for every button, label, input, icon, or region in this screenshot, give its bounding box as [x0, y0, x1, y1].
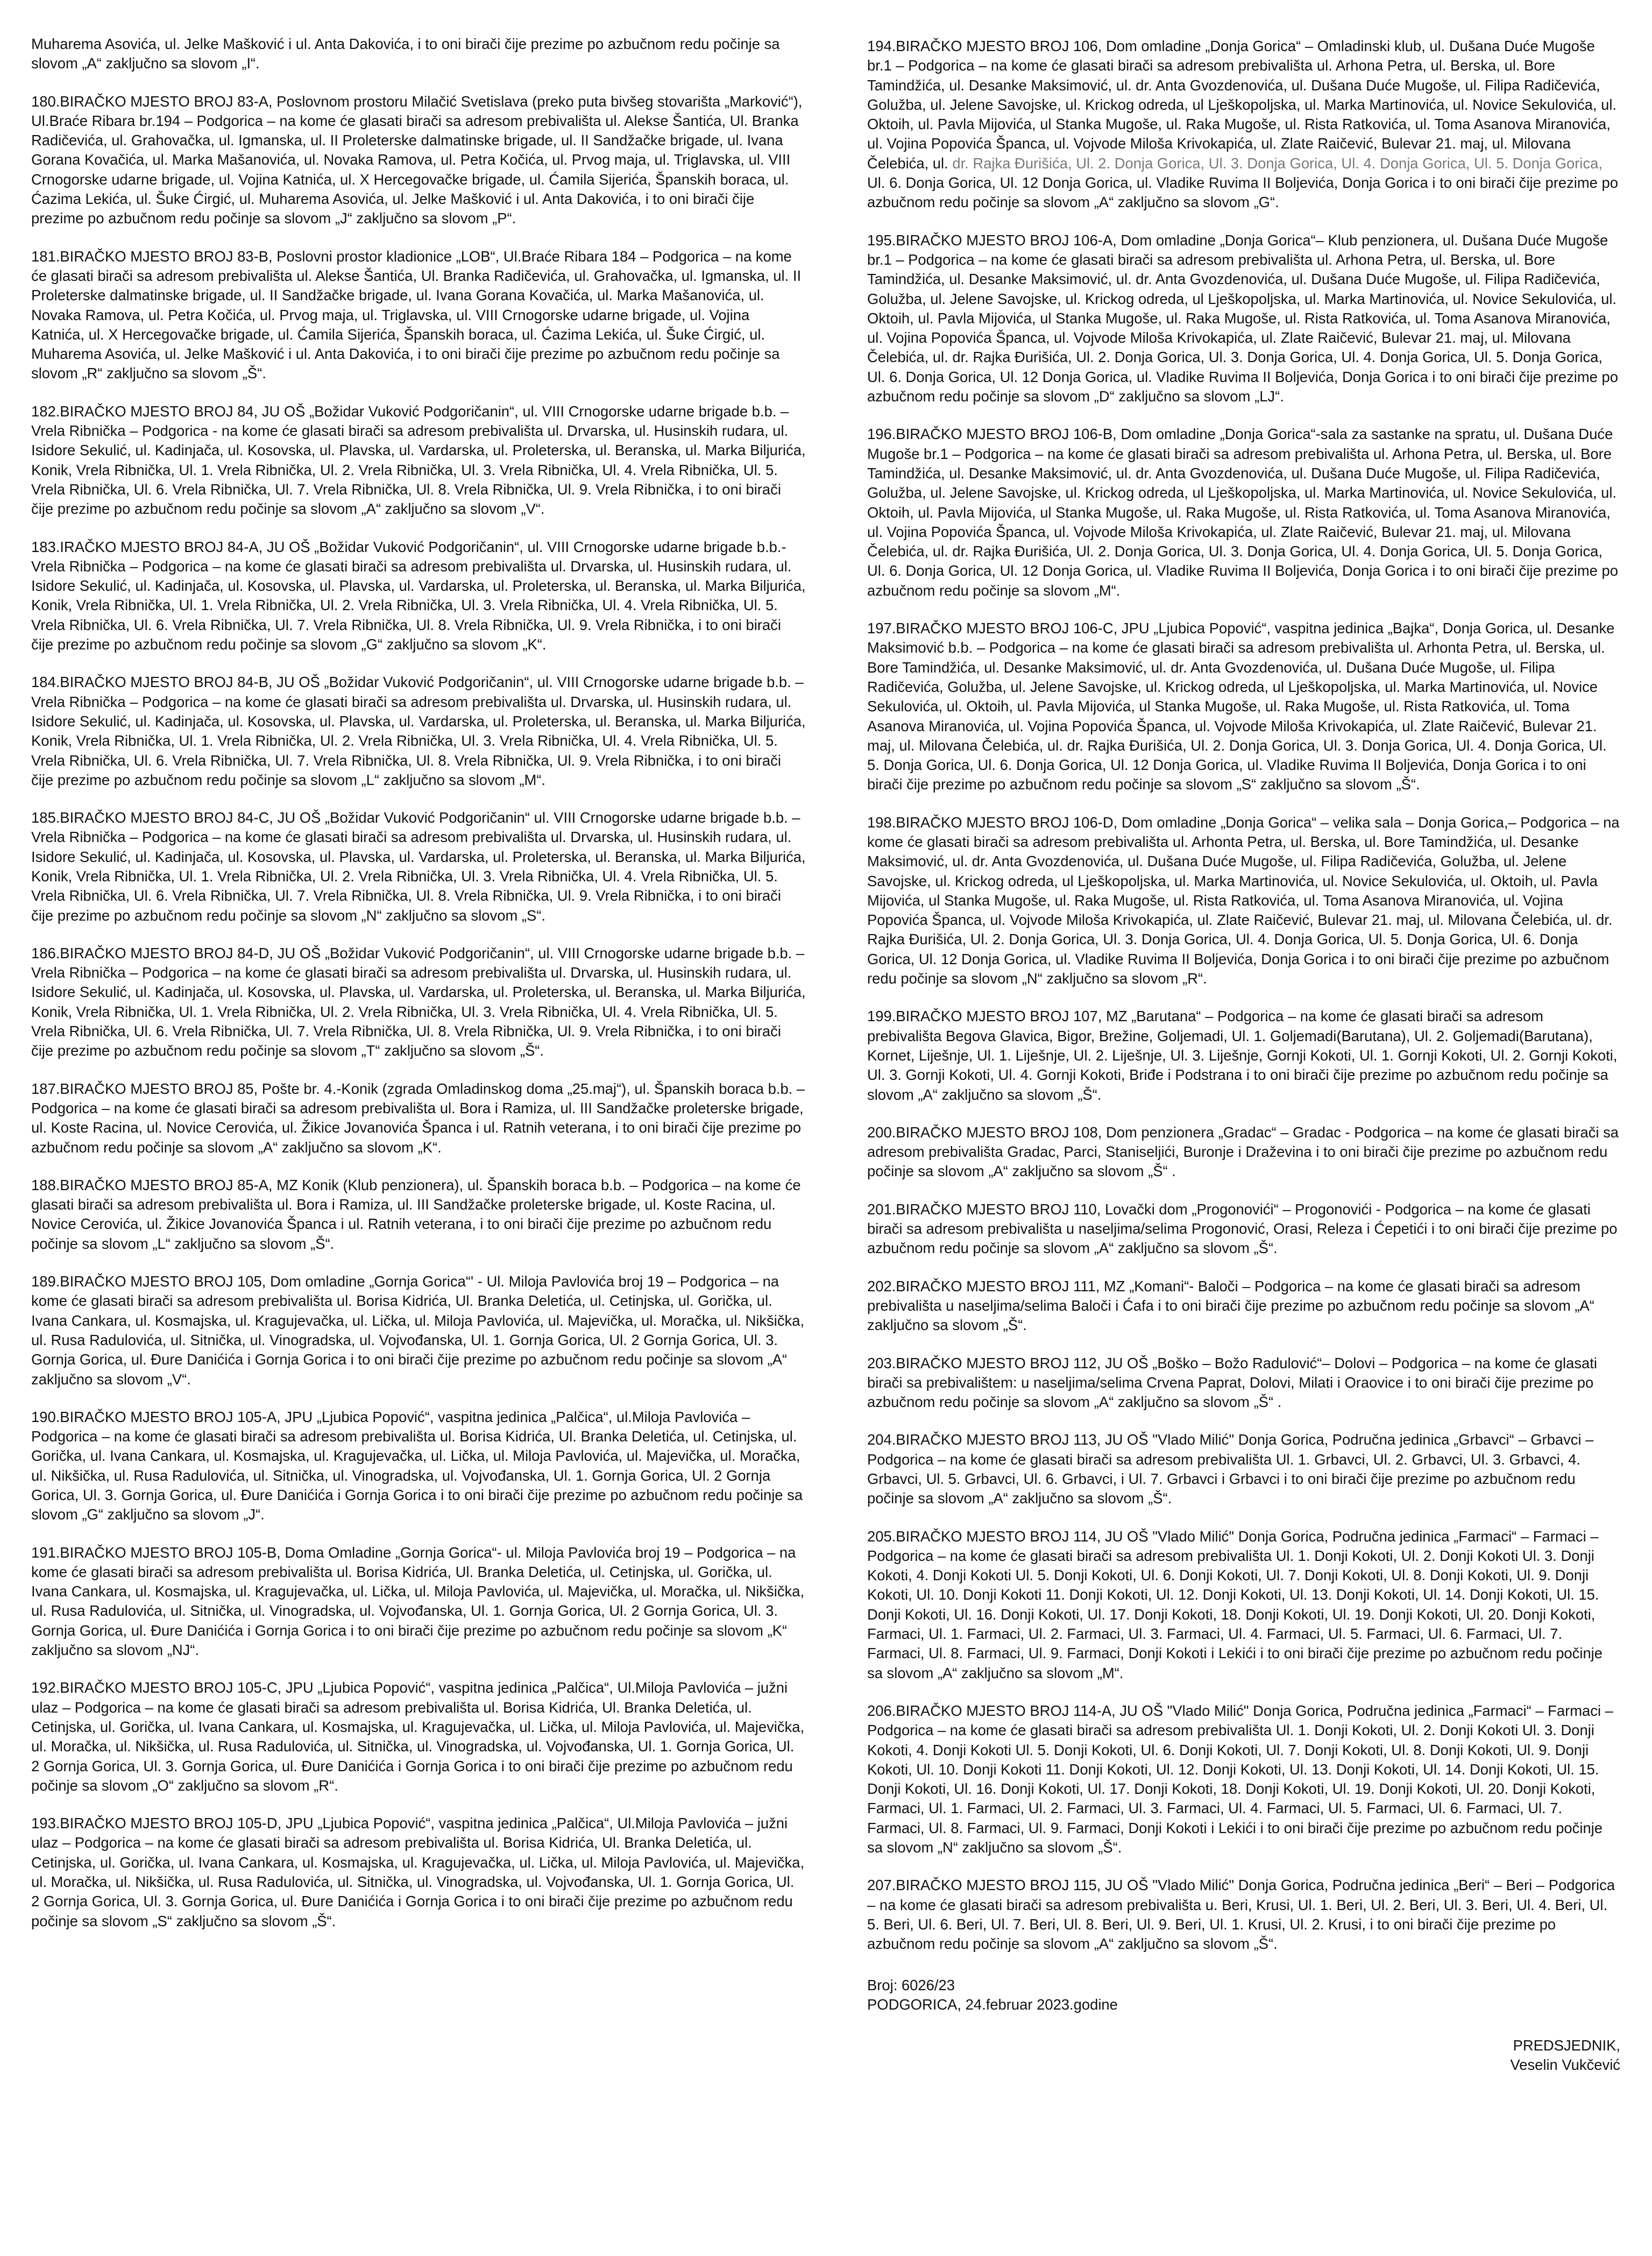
paragraph-199: 199.BIRAČKO MJESTO BROJ 107, MZ „Barutana“ – Podgorica – na kome će glasati birači sa adresom prebivališta Begova Glavica, Bigor, Brežine, Goljemadi, Ul. 1. Goljemadi(Barutana), Ul. 2. Goljemadi(Barutana), Kornet, Liješnje, Ul. 1. Liješnje, Ul. 2. Liješnje, Ul. 3. Liješnje, Gornji Kokoti, Ul. 1. Gornji Kokoti, Ul. 2. Gornji Kokoti, Ul. 3. Gornji Kokoti, Ul. 4. Gornji Kokoti, Briđe i Podstrana i to oni birači čije prezime po azbučnom redu počinje sa slovom „A“ zaključno sa slovom „Š“. [867, 1008, 1618, 1103]
paragraph-194 [867, 37, 1620, 213]
right-column [867, 37, 1620, 2075]
paragraph-183: 183.IRAČKO MJESTO BROJ 84-A, JU OŠ „Božidar Vuković Podgoričanin“, ul. VIII Crnogorske udarne brigade b.b.-Vrela Ribnička – Podgorica – na kome će glasati birači sa adresom prebivališta ul. Drvarska, ul. Husinskih rudara, ul. Isidore Sekulić, ul. Kadinjača, ul. Kosovska, ul. Plavska, ul. Vardarska, ul. Proleterska, ul. Beranska, ul. Marka Biljurića, Konik, Vrela Ribnička, Ul. 1. Vrela Ribnička, Ul. 2. Vrela Ribnička, Ul. 3. Vrela Ribnička, Ul. 4. Vrela Ribnička, Ul. 5. Vrela Ribnička, Ul. 6. Vrela Ribnička, Ul. 7. Vrela Ribnička, Ul. 8. Vrela Ribnička, Ul. 9. Vrela Ribnička, i to oni birači čije prezime po azbučnom redu počinje sa slovom „G“ zaključno sa slovom „K“. [31, 538, 806, 653]
paragraph-continuation: Muharema Asovića, ul. Jelke Mašković i ul. Anta Dakovića, i to oni birači čije prezime po azbučnom redu počinje sa slovom „A“ zaključno sa slovom „I“. [31, 36, 780, 72]
paragraph-187: 187.BIRAČKO MJESTO BROJ 85, Pošte br. 4.-Konik (zgrada Omladinskog doma „25.maj“), ul. Španskih boraca b.b. – Podgorica – na kome će glasati birači sa adresom prebivališta ul. Bora i Ramiza, ul. III Sandžačke proleterske brigade, ul. Koste Racina, ul. Novice Cerovića, ul. Žikice Jovanovića Španca i ul. Ratnih veterana, i to oni birači čije prezime po azbučnom redu počinje sa slovom „A“ zaključno sa slovom „K“. [31, 1080, 805, 1156]
paragraph-197: 197.BIRAČKO MJESTO BROJ 106-C, JPU „Ljubica Popović“, vaspitna jedinica „Bajka“, Donja Gorica, ul. Desanke Maksimović b.b. – Podgorica – na kome će glasati birači sa adresom prebivališta ul. Arhonta Petra, ul. Berska, ul. Bore Tamindžića, ul. Desanke Maksimović, ul. dr. Anta Gvozdenovića, ul. Dušana Duće Mugoše, ul. Filipa Radičevića, Golužba, ul. Jelene Savojske, ul. Krickog odreda, ul Lješkopoljska, ul. Marka Martinovića, ul. Novice Sekulovića, ul. Oktoih, ul. Pavla Mijovića, ul Stanka Mugoše, ul. Raka Mugoše, ul. Rista Ratkovića, ul. Toma Asanova Miranovića, ul. Vojina Popovića Španca, ul. Vojvode Miloša Krivokapića, ul. Zlate Raičević, Bulevar 21. maj, ul. Milovana Čelebića, ul. dr. Rajka Đurišića, Ul. 2. Donja Gorica, Ul. 3. Donja Gorica, Ul. 4. Donja Gorica, Ul. 5. Donja Gorica, Ul. 6. Donja Gorica, Ul. 12 Donja Gorica, ul. Vladike Ruvima II Boljevića, Donja Gorica i to oni birači čije prezime po azbučnom redu počinje sa slovom „S“ zaključno sa slovom „Š“. [867, 620, 1615, 793]
paragraph-205: 205.BIRAČKO MJESTO BROJ 114, JU OŠ "Vlado Milić" Donja Gorica, Područna jedinica „Farmaci“ – Farmaci – Podgorica – na kome će glasati birači sa adresom prebivališta Ul. 1. Donji Kokoti, Ul. 2. Donji Kokoti Ul. 3. Donji Kokoti, 4. Donji Kokoti Ul. 5. Donji Kokoti, Ul. 6. Donji Kokoti, Ul. 7. Donji Kokoti, Ul. 8. Donji Kokoti, Ul. 9. Donji Kokoti, Ul. 10. Donji Kokoti 11. Donji Kokoti, Ul. 12. Donji Kokoti, Ul. 13. Donji Kokoti, Ul. 14. Donji Kokoti, Ul. 15. Donji Kokoti, Ul. 16. Donji Kokoti, Ul. 17. Donji Kokoti, 18. Donji Kokoti, Ul. 19. Donji Kokoti, Ul. 20. Donji Kokoti, Farmaci, Ul. 1. Farmaci, Ul. 2. Farmaci, Ul. 3. Farmaci, Ul. 4. Farmaci, Ul. 5. Farmaci, Ul. 6. Farmaci, Ul. 7. Farmaci, Ul. 8. Farmaci, Ul. 9. Farmaci, Donji Kokoti i Lekići i to oni birači čije prezime po azbučnom redu počinje sa slovom „A“ zaključno sa slovom „M“. [867, 1527, 1603, 1681]
paragraph-193: 193.BIRAČKO MJESTO BROJ 105-D, JPU „Ljubica Popović“, vaspitna jedinica „Palčica“, Ul.Miloja Pavlovića – južni ulaz – Podgorica – na kome će glasati birači sa adresom prebivališta ul. Borisa Kidrića, Ul. Branka Deletića, ul. Cetinjska, ul. Gorička, ul. Ivana Cankara, ul. Kosmajska, ul. Kragujevačka, ul. Lička, ul. Miloja Pavlovića, ul. Majevička, ul. Moračka, ul. Nikšička, ul. Rusa Radulovića, ul. Sitnička, ul. Vinogradska, ul. Vojvođanska, Ul. 1. Gornja Gorica, Ul. 2 Gornja Gorica, Ul. 3. Gornja Gorica, ul. Đure Danićića i Gornja Gorica i to oni birači čije prezime po azbučnom redu počinje sa slovom „S“ zaključno sa slovom „Š“. [31, 1815, 805, 1929]
paragraph-201: 201.BIRAČKO MJESTO BROJ 110, Lovački dom „Progonovići“ – Progonovići - Podgorica – na kome će glasati birači sa adresom prebivališta u naseljima/selima Progonović, Orasi, Releza i Ćepetići i to oni birači čije prezime po azbučnom redu počinje sa slovom „A“ zaključno sa slovom „Š“. [867, 1200, 1618, 1257]
paragraph-180: 180.BIRAČKO MJESTO BROJ 83-A, Poslovnom prostoru Milačić Svetislava (preko puta bivšeg stovarišta „Marković“), Ul.Braće Ribara br.194 – Podgorica – na kome će glasati birači sa adresom prebivališta ul. Alekse Šantića, Ul. Branka Radičevića, ul. Grahovačka, ul. Igmanska, ul. II Proleterske dalmatinske brigade, ul. II Sandžačke brigade, ul. Ivana Gorana Kovačića, ul. Marka Mašanovića, ul. Novaka Ramova, ul. Petra Kočića, ul. Prvog maja, ul. Triglavska, ul. VIII Crnogorske udarne brigade, ul. Vojina Katnića, ul. X Hercegovačke brigade, ul. Ćamila Sijerića, Španskih boraca, ul. Ćazima Lekića, ul. Šuke Ćirgić, ul. Muharema Asovića, ul. Jelke Mašković i ul. Anta Dakovića, i to oni birači čije prezime po azbučnom redu počinje sa slovom „J“ zaključno sa slovom „P“. [31, 93, 803, 227]
paragraph-206: 206.BIRAČKO MJESTO BROJ 114-A, JU OŠ "Vlado Milić" Donja Gorica, Područna jedinica „Farmaci“ – Farmaci – Podgorica – na kome će glasati birači sa adresom prebivališta Ul. 1. Donji Kokoti, Ul. 2. Donji Kokoti Ul. 3. Donji Kokoti, 4. Donji Kokoti Ul. 5. Donji Kokoti, Ul. 6. Donji Kokoti, Ul. 7. Donji Kokoti, Ul. 8. Donji Kokoti, Ul. 9. Donji Kokoti, Ul. 10. Donji Kokoti 11. Donji Kokoti, Ul. 12. Donji Kokoti, Ul. 13. Donji Kokoti, Ul. 14. Donji Kokoti, Ul. 15. Donji Kokoti, Ul. 16. Donji Kokoti, Ul. 17. Donji Kokoti, 18. Donji Kokoti, Ul. 19. Donji Kokoti, Ul. 20. Donji Kokoti, Farmaci, Ul. 1. Farmaci, Ul. 2. Farmaci, Ul. 3. Farmaci, Ul. 4. Farmaci, Ul. 5. Farmaci, Ul. 6. Farmaci, Ul. 7. Farmaci, Ul. 8. Farmaci, Ul. 9. Farmaci, Donji Kokoti i Lekići i to oni birači čije prezime po azbučnom redu počinje sa slovom „N“ zaključno sa slovom „Š“. [867, 1702, 1613, 1856]
paragraph-198: 198.BIRAČKO MJESTO BROJ 106-D, Dom omladine „Donja Gorica“ – velika sala – Donja Gorica,– Podgorica – na kome će glasati birači sa adresom prebivališta ul. Arhonta Petra, ul. Berska, ul. Bore Tamindžića, ul. Desanke Maksimović, ul. dr. Anta Gvozdenovića, ul. Dušana Duće Mugoše, ul. Filipa Radičevića, Golužba, ul. Jelene Savojske, ul. Krickog odreda, ul Lješkopoljska, ul. Marka Martinovića, ul. Novice Sekulovića, ul. Oktoih, ul. Pavla Mijovića, ul Stanka Mugoše, ul. Raka Mugoše, ul. Rista Ratkovića, ul. Toma Asanova Miranovića, ul. Vojina Popovića Španca, ul. Vojvode Miloša Krivokapića, ul. Zlate Raičević, Bulevar 21. maj, ul. Milovana Čelebića, ul. dr. Rajka Đurišića, Ul. 2. Donja Gorica, Ul. 3. Donja Gorica, Ul. 4. Donja Gorica, Ul. 5. Donja Gorica, Ul. 6. Donja Gorica, Ul. 12 Donja Gorica, ul. Vladike Ruvima II Boljevića, Donja Gorica i to oni birači čije prezime po azbučnom redu počinje sa slovom „N“ zaključno sa slovom „R“. [867, 814, 1620, 987]
reference-number: Broj: 6026/23 [867, 1976, 955, 1993]
paragraph-184: 184.BIRAČKO MJESTO BROJ 84-B, JU OŠ „Božidar Vuković Podgoričanin“, ul. VIII Crnogorske udarne brigade b.b. – Vrela Ribnička – Podgorica – na kome će glasati birači sa adresom prebivališta ul. Drvarska, ul. Husinskih rudara, ul. Isidore Sekulić, ul. Kadinjača, ul. Kosovska, ul. Plavska, ul. Vardarska, ul. Proleterska, ul. Beranska, ul. Marka Biljurića, Konik, Vrela Ribnička, Ul. 1. Vrela Ribnička, Ul. 2. Vrela Ribnička, Ul. 3. Vrela Ribnička, Ul. 4. Vrela Ribnička, Ul. 5. Vrela Ribnička, Ul. 6. Vrela Ribnička, Ul. 7. Vrela Ribnička, Ul. 8. Vrela Ribnička, Ul. 9. Vrela Ribnička, i to oni birači čije prezime po azbučnom redu počinje sa slovom „L“ zaključno sa slovom „M“. [31, 674, 806, 788]
left-column [31, 34, 806, 1949]
signature-title: PREDSJEDNIK, [1513, 2037, 1620, 2054]
paragraph-194-part-2: Ul. 6. Donja Gorica, Ul. 12 Donja Gorica, ul. Vladike Ruvima II Boljevića, Donja Gorica i to oni birači čije prezime po azbučnom redu počinje sa slovom „A“ zaključno sa slovom „G“. [867, 174, 1618, 211]
place-and-date: PODGORICA, 24.februar 2023.godine [867, 1996, 1118, 2013]
signature-name: Veselin Vukčević [1510, 2056, 1620, 2074]
paragraph-190: 190.BIRAČKO MJESTO BROJ 105-A, JPU „Ljubica Popović“, vaspitna jedinica „Palčica“, ul.Miloja Pavlovića – Podgorica – na kome će glasati birači sa adresom prebivališta ul. Borisa Kidrića, Ul. Branka Deletića, ul. Cetinjska, ul. Gorička, ul. Ivana Cankara, ul. Kosmajska, ul. Kragujevačka, ul. Lička, ul. Miloja Pavlovića, ul. Majevička, ul. Moračka, ul. Nikšička, ul. Rusa Radulovića, ul. Sitnička, ul. Vinogradska, ul. Vojvođanska, Ul. 1. Gornja Gorica, Ul. 2 Gornja Gorica, Ul. 3. Gornja Gorica, ul. Đure Danićića i Gornja Gorica i to oni birači čije prezime po azbučnom redu počinje sa slovom „G“ zaključno sa slovom „J“. [31, 1408, 803, 1523]
paragraph-194-part-1: 194.BIRAČKO MJESTO BROJ 106, Dom omladine „Donja Gorica“ – Omladinski klub, ul. Dušana Duće Mugoše br.1 – Podgorica – na kome će glasati birači sa adresom prebivališta ul. Arhona Petra, ul. Berska, ul. Bore Tamindžića, ul. Desanke Maksimović, ul. dr. Anta Gvozdenovića, ul. Dušana Duće Mugoše, ul. Filipa Radičevića, Golužba, ul. Jelene Savojske, ul. Krickog odreda, ul Lješkopoljska, ul. Marka Martinovića, ul. Novice Sekulovića, ul. Oktoih, ul. Pavla Mijovića, ul Stanka Mugoše, ul. Raka Mugoše, ul. Rista Ratkovića, ul. Toma Asanova Miranovića, ul. Vojina Popovića Španca, ul. Vojvode Miloša Krivokapića, ul. Zlate Raičević, Bulevar 21. maj, ul. Milovana Čelebića, ul. [867, 38, 1617, 172]
paragraph-194-faint-text: dr. Rajka Đurišića, Ul. 2. Donja Gorica, Ul. 3. Donja Gorica, Ul. 4. Donja Gorica, Ul. 5. Donja Gorica, [948, 154, 1603, 172]
signature-block [867, 2036, 1620, 2075]
paragraph-189: 189.BIRAČKO MJESTO BROJ 105, Dom omladine „Gornja Gorica“' - Ul. Miloja Pavlovića broj 19 – Podgorica – na kome će glasati birači sa adresom prebivališta ul. Borisa Kidrića, Ul. Branka Deletića, ul. Cetinjska, ul. Gorička, ul. Ivana Cankara, ul. Kosmajska, ul. Kragujevačka, ul. Lička, ul. Miloja Pavlovića, ul. Majevička, ul. Moračka, ul. Nikšička, ul. Rusa Radulovića, ul. Sitnička, ul. Vinogradska, ul. Vojvođanska, Ul. 1. Gornja Gorica, Ul. 2 Gornja Gorica, Ul. 3. Gornja Gorica, ul. Đure Danićića i Gornja Gorica i to oni birači čije prezime po azbučnom redu počinje sa slovom „A“ zaključno sa slovom „V“. [31, 1273, 805, 1388]
paragraph-192: 192.BIRAČKO MJESTO BROJ 105-C, JPU „Ljubica Popović“, vaspitna jedinica „Palčica“, Ul.Miloja Pavlovića – južni ulaz – Podgorica – na kome će glasati birači sa adresom prebivališta ul. Borisa Kidrića, Ul. Branka Deletića, ul. Cetinjska, ul. Gorička, ul. Ivana Cankara, ul. Kosmajska, ul. Kragujevačka, ul. Lička, ul. Miloja Pavlovića, ul. Majevička, ul. Moračka, ul. Nikšička, ul. Rusa Radulovića, ul. Sitnička, ul. Vinogradska, ul. Vojvođanska, Ul. 1. Gornja Gorica, Ul. 2 Gornja Gorica, Ul. 3. Gornja Gorica, ul. Đure Danićića i Gornja Gorica i to oni birači čije prezime po azbučnom redu počinje sa slovom „O“ zaključno sa slovom „R“. [31, 1679, 805, 1794]
paragraph-191: 191.BIRAČKO MJESTO BROJ 105-B, Doma Omladine „Gornja Gorica“- ul. Miloja Pavlovića broj 19 – Podgorica – na kome će glasati birači sa adresom prebivališta ul. Borisa Kidrića, Ul. Branka Deletića, ul. Cetinjska, ul. Gorička, ul. Ivana Cankara, ul. Kosmajska, ul. Kragujevačka, ul. Lička, ul. Miloja Pavlovića, ul. Majevička, ul. Moračka, ul. Nikšička, ul. Rusa Radulovića, ul. Sitnička, ul. Vinogradska, ul. Vojvođanska, Ul. 1. Gornja Gorica, Ul. 2 Gornja Gorica, Ul. 3. Gornja Gorica, ul. Đure Danićića i Gornja Gorica i to oni birači čije prezime po azbučnom redu počinje sa slovom „K“ zaključno sa slovom „NJ“. [31, 1544, 805, 1659]
paragraph-185: 185.BIRAČKO MJESTO BROJ 84-C, JU OŠ „Božidar Vuković Podgoričanin“ ul. VIII Crnogorske udarne brigade b.b. –Vrela Ribnička – Podgorica – na kome će glasati birači sa adresom prebivališta ul. Drvarska, ul. Husinskih rudara, ul. Isidore Sekulić, ul. Kadinjača, ul. Kosovska, ul. Plavska, ul. Vardarska, ul. Proleterska, ul. Beranska, ul. Marka Biljurića, Konik, Vrela Ribnička, Ul. 1. Vrela Ribnička, Ul. 2. Vrela Ribnička, Ul. 3. Vrela Ribnička, Ul. 4. Vrela Ribnička, Ul. 5. Vrela Ribnička, Ul. 6. Vrela Ribnička, Ul. 7. Vrela Ribnička, Ul. 8. Vrela Ribnička, Ul. 9. Vrela Ribnička, i to oni birači čije prezime po azbučnom redu počinje sa slovom „N“ zaključno sa slovom „S“. [31, 809, 806, 924]
document-footer [867, 1976, 1620, 2015]
paragraph-200: 200.BIRAČKO MJESTO BROJ 108, Dom penzionera „Gradac“ – Gradac - Podgorica – na kome će glasati birači sa adresom prebivališta Gradac, Parci, Staniseljići, Buronje i Draževina i to oni birači čije prezime po azbučnom redu počinje sa slovom „A“ zaključno sa slovom „Š“ . [867, 1123, 1619, 1180]
paragraph-181: 181.BIRAČKO MJESTO BROJ 83-B, Poslovni prostor kladionice „LOB“, Ul.Braće Ribara 184 – Podgorica – na kome će glasati birači sa adresom prebivališta ul. Alekse Šantića, Ul. Branka Radičevića, ul. Grahovačka, ul. Igmanska, ul. II Proleterske dalmatinske brigade, ul. II Sandžačke brigade, ul. Ivana Gorana Kovačića, ul. Marka Mašanovića, ul. Novaka Ramova, ul. Petra Kočića, ul. Prvog maja, ul. Triglavska, ul. VIII Crnogorske udarne brigade, ul. Vojina Katnića, ul. X Hercegovačke brigade, ul. Ćamila Sijerića, Španskih boraca, ul. Ćazima Lekića, ul. Šuke Ćirgić, ul. Muharema Asovića, ul. Jelke Mašković i ul. Anta Dakovića, i to oni birači čije prezime po azbučnom redu počinje sa slovom „R“ zaključno sa slovom „Š“. [31, 247, 802, 382]
paragraph-186: 186.BIRAČKO MJESTO BROJ 84-D, JU OŠ „Božidar Vuković Podgoričanin“, ul. VIII Crnogorske udarne brigade b.b. –Vrela Ribnička – Podgorica – na kome će glasati birači sa adresom prebivališta ul. Drvarska, ul. Husinskih rudara, ul. Isidore Sekulić, ul. Kadinjača, ul. Kosovska, ul. Plavska, ul. Vardarska, ul. Proleterska, ul. Beranska, ul. Marka Biljurića, Konik, Vrela Ribnička, Ul. 1. Vrela Ribnička, Ul. 2. Vrela Ribnička, Ul. 3. Vrela Ribnička, Ul. 4. Vrela Ribnička, Ul. 5. Vrela Ribnička, Ul. 6. Vrela Ribnička, Ul. 7. Vrela Ribnička, Ul. 8. Vrela Ribnička, Ul. 9. Vrela Ribnička, i to oni birači čije prezime po azbučnom redu počinje sa slovom „T“ zaključno sa slovom „Š“. [31, 944, 806, 1059]
paragraph-204: 204.BIRAČKO MJESTO BROJ 113, JU OŠ "Vlado Milić" Donja Gorica, Područna jedinica „Grbavci“ – Grbavci – Podgorica – na kome će glasati birači sa adresom prebivališta Ul. 1. Grbavci, Ul. 2. Grbavci, Ul. 3. Grbavci, 4. Grbavci, Ul. 5. Grbavci, Ul. 6. Grbavci, i Ul. 7. Grbavci i Grbavci i to oni birači čije prezime po azbučnom redu počinje sa slovom „A“ zaključno sa slovom „Š“. [867, 1431, 1594, 1507]
paragraph-188: 188.BIRAČKO MJESTO BROJ 85-A, MZ Konik (Klub penzionera), ul. Španskih boraca b.b. – Podgorica – na kome će glasati birači sa adresom prebivališta ul. Bora i Ramiza, ul. III Sandžačke proleterske brigade, ul. Koste Racina, ul. Novice Cerovića, ul. Žikice Jovanovića Španca i ul. Ratnih veterana, i to oni birači čije prezime po azbučnom redu počinje sa slovom „L“ zaključno sa slovom „Š“. [31, 1176, 801, 1252]
paragraph-195: 195.BIRAČKO MJESTO BROJ 106-A, Dom omladine „Donja Gorica“– Klub penzionera, ul. Dušana Duće Mugoše br.1 – Podgorica – na kome će glasati birači sa adresom prebivališta ul. Arhona Petra, ul. Berska, ul. Bore Tamindžića, ul. Desanke Maksimović, ul. dr. Anta Gvozdenovića, ul. Dušana Duće Mugoše, ul. Filipa Radičevića, Golužba, ul. Jelene Savojske, ul. Krickog odreda, ul Lješkopoljska, ul. Marka Martinovića, ul. Novice Sekulovića, ul. Oktoih, ul. Pavla Mijovića, ul Stanka Mugoše, ul. Raka Mugoše, ul. Rista Ratkovića, ul. Toma Asanova Miranovića, ul. Vojina Popovića Španca, ul. Vojvode Miloša Krivokapića, ul. Zlate Raičević, Bulevar 21. maj, ul. Milovana Čelebića, ul. dr. Rajka Đurišića, Ul. 2. Donja Gorica, Ul. 3. Donja Gorica, Ul. 4. Donja Gorica, Ul. 5. Donja Gorica, Ul. 6. Donja Gorica, Ul. 12 Donja Gorica, ul. Vladike Ruvima II Boljevića, Donja Gorica i to oni birači čije prezime po azbučnom redu počinje sa slovom „D“ zaključno sa slovom „LJ“. [867, 231, 1618, 405]
paragraph-182: 182.BIRAČKO MJESTO BROJ 84, JU OŠ „Božidar Vuković Podgoričanin“, ul. VIII Crnogorske udarne brigade b.b. – Vrela Ribnička – Podgorica - na kome će glasati birači sa adresom prebivališta ul. Drvarska, ul. Husinskih rudara, ul. Isidore Sekulić, ul. Kadinjača, ul. Kosovska, ul. Plavska, ul. Vardarska, ul. Proleterska, ul. Beranska, ul. Marka Biljurića, Konik, Vrela Ribnička, Ul. 1. Vrela Ribnička, Ul. 2. Vrela Ribnička, Ul. 3. Vrela Ribnička, Ul. 4. Vrela Ribnička, Ul. 5. Vrela Ribnička, Ul. 6. Vrela Ribnička, Ul. 7. Vrela Ribnička, Ul. 8. Vrela Ribnička, Ul. 9. Vrela Ribnička, i to oni birači čije prezime po azbučnom redu počinje sa slovom „A“ zaključno sa slovom „V“. [31, 402, 806, 518]
paragraph-207: 207.BIRAČKO MJESTO BROJ 115, JU OŠ "Vlado Milić" Donja Gorica, Područna jedinica „Beri“ – Beri – Podgorica – na kome će glasati birači sa adresom prebivališta u. Beri, Krusi, Ul. 1. Beri, Ul. 2. Beri, Ul. 3. Beri, Ul. 4. Beri, Ul. 5. Beri, Ul. 6. Beri, Ul. 7. Beri, Ul. 8. Beri, Ul. 9. Beri, Ul. 1. Krusi, Ul. 2. Krusi, i to oni birači čije prezime po azbučnom redu počinje sa slovom „A“ zaključno sa slovom „Š“. [867, 1877, 1615, 1953]
paragraph-196: 196.BIRAČKO MJESTO BROJ 106-B, Dom omladine „Donja Gorica“-sala za sastanke na spratu, ul. Dušana Duće Mugoše br.1 – Podgorica – na kome će glasati birači sa adresom prebivališta ul. Arhona Petra, ul. Berska, ul. Bore Tamindžića, ul. Desanke Maksimović, ul. dr. Anta Gvozdenovića, ul. Dušana Duće Mugoše, ul. Filipa Radičevića, Golužba, ul. Jelene Savojske, ul. Krickog odreda, ul Lješkopoljska, ul. Marka Martinovića, ul. Novice Sekulovića, ul. Oktoih, ul. Pavla Mijovića, ul Stanka Mugoše, ul. Raka Mugoše, ul. Rista Ratkovića, ul. Toma Asanova Miranovića, ul. Vojina Popovića Španca, ul. Vojvode Miloša Krivokapića, ul. Zlate Raičević, Bulevar 21. maj, ul. Milovana Čelebića, ul. dr. Rajka Đurišića, Ul. 2. Donja Gorica, Ul. 3. Donja Gorica, Ul. 4. Donja Gorica, Ul. 5. Donja Gorica, Ul. 6. Donja Gorica, Ul. 12 Donja Gorica, ul. Vladike Ruvima II Boljevića, Donja Gorica i to oni birači čije prezime po azbučnom redu počinje sa slovom „M“. [867, 426, 1618, 599]
paragraph-202: 202.BIRAČKO MJESTO BROJ 111, MZ „Komani“- Baloči – Podgorica – na kome će glasati birači sa adresom prebivališta u naseljima/selima Baloči i Ćafa i to oni birači čije prezime po azbučnom redu počinje sa slovom „A“ zaključno sa slovom „Š“. [867, 1277, 1594, 1334]
paragraph-203: 203.BIRAČKO MJESTO BROJ 112, JU OŠ „Boško – Božo Radulović“– Dolovi – Podgorica – na kome će glasati birači sa prebivalištem: u naseljima/selima Crvena Paprat, Dolovi, Milati i Oraovice i to oni birači čije prezime po azbučnom redu počinje sa slovom „A“ zaključno sa slovom „Š“ . [867, 1354, 1597, 1411]
